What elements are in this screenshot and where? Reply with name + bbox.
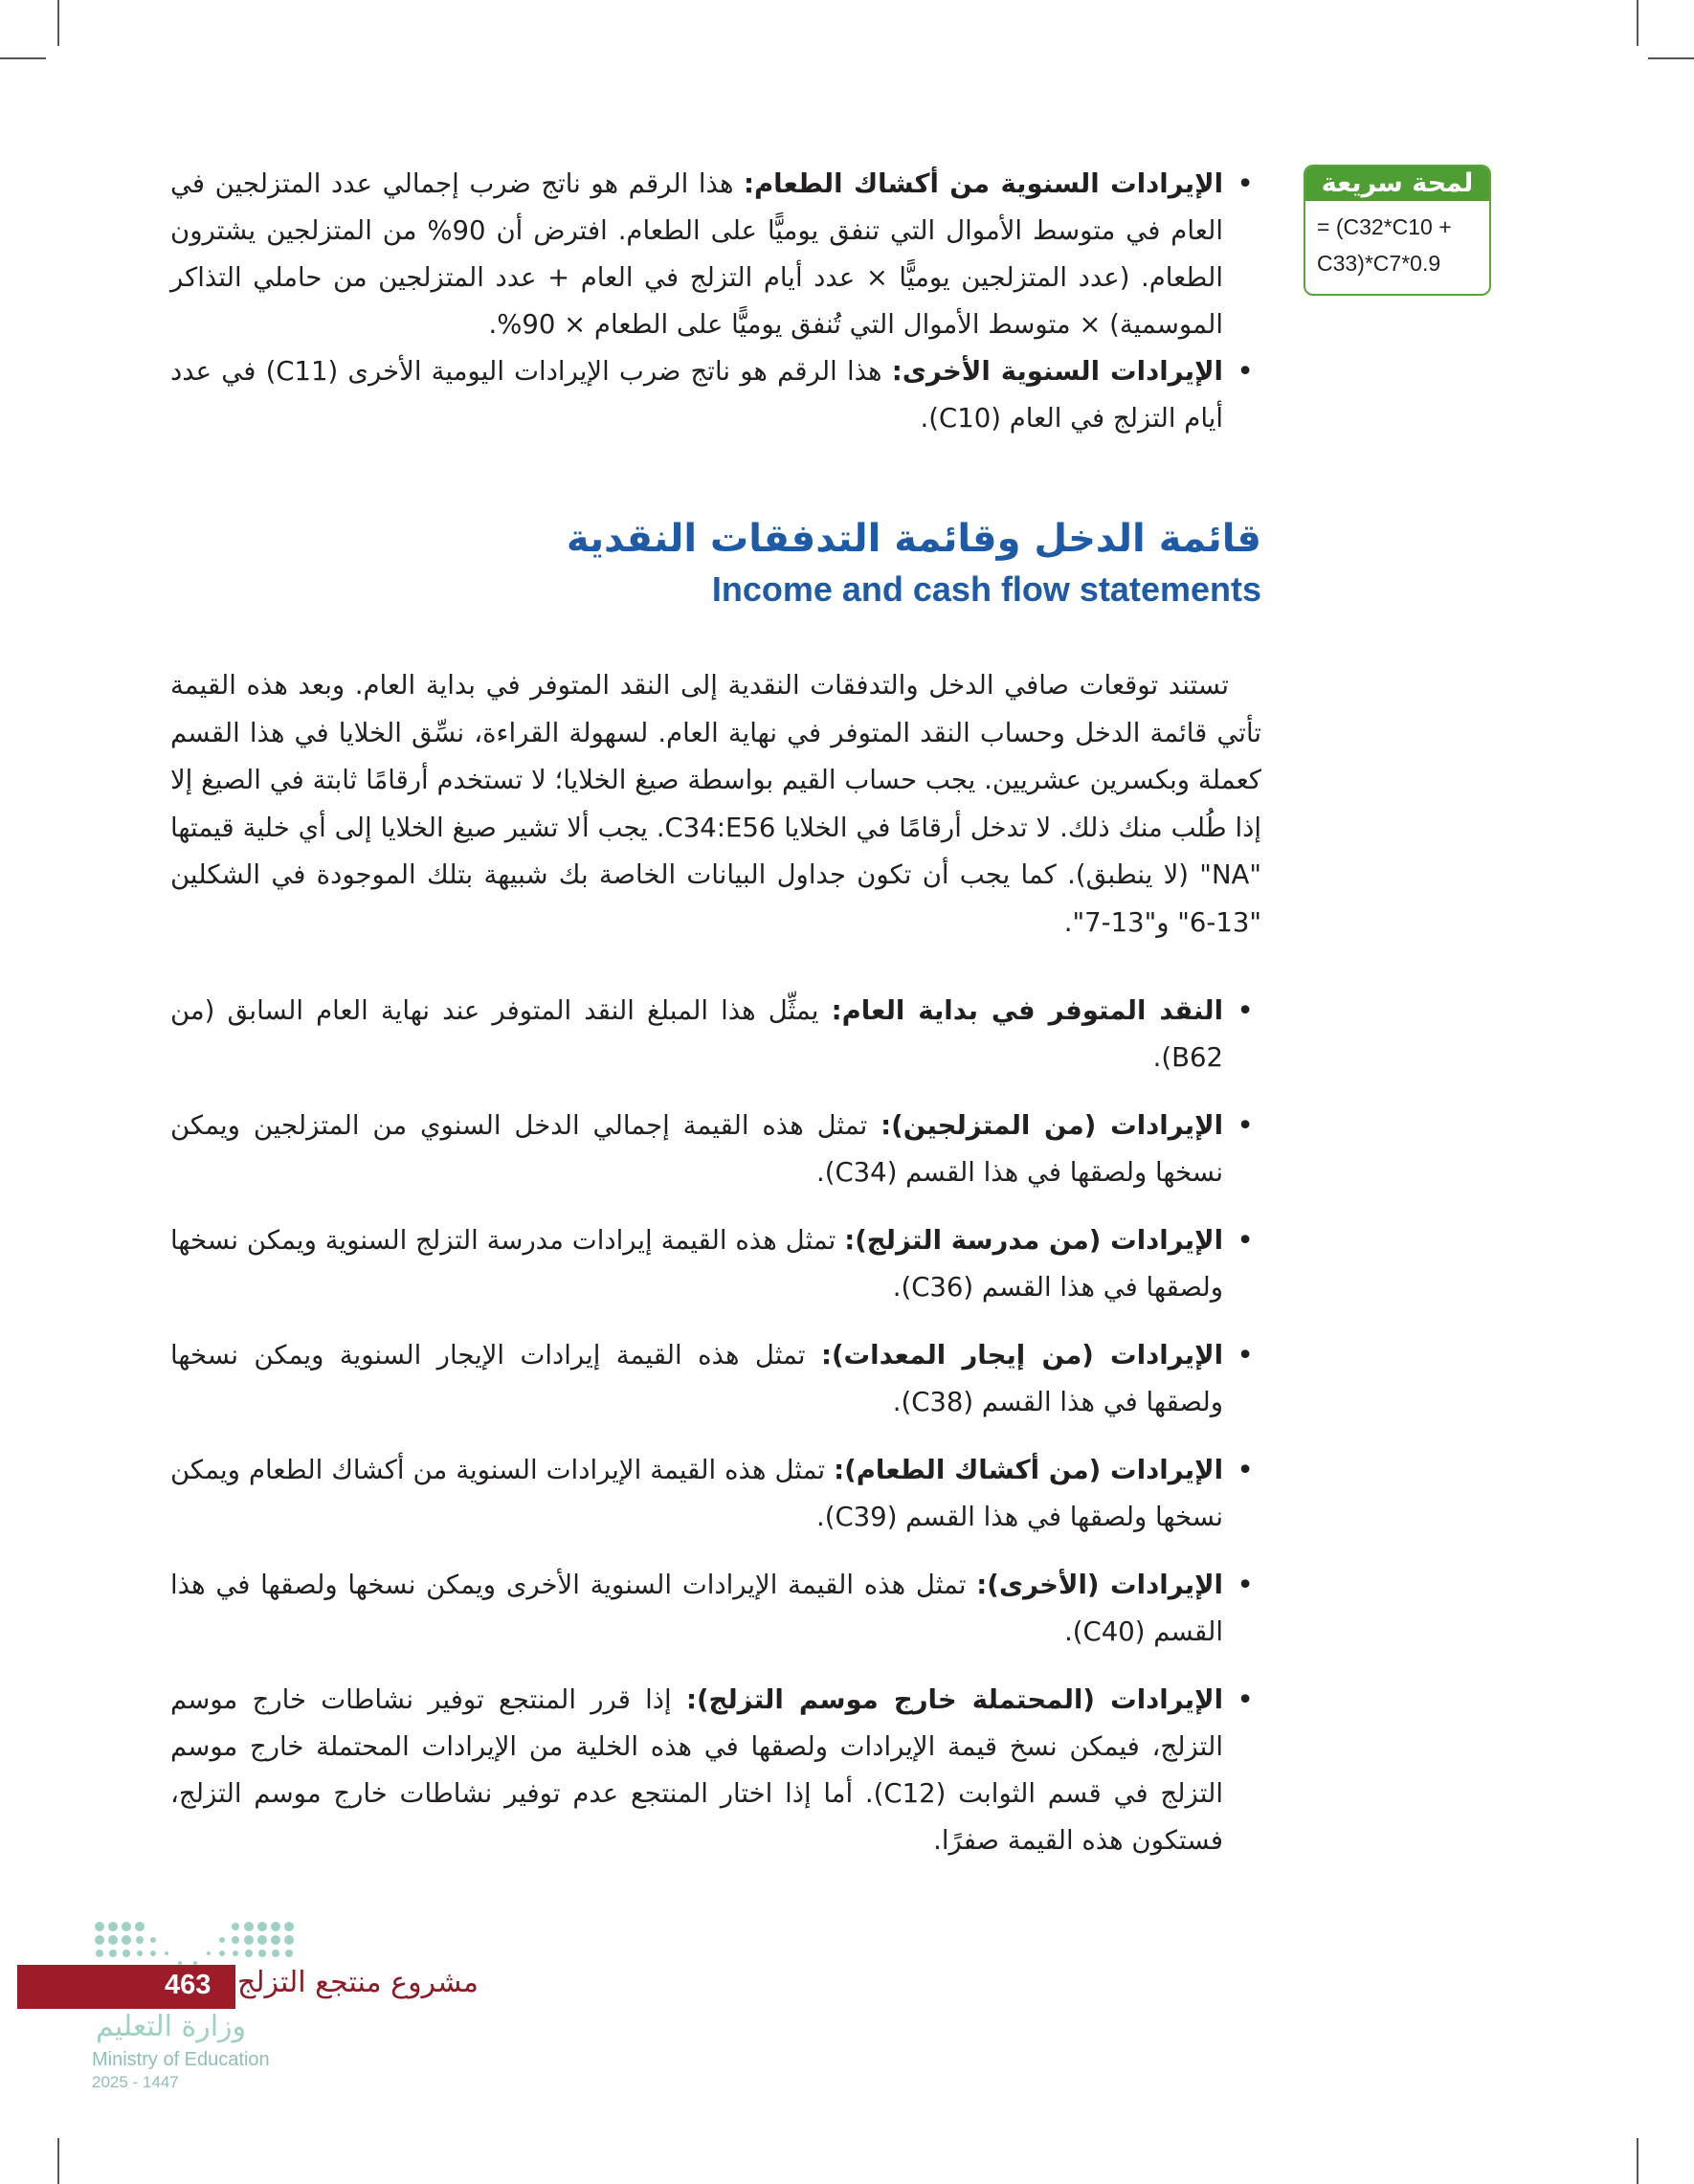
quick-tip-box — [1304, 165, 1491, 296]
list-item: • النقد المتوفر في بداية العام: يمثِّل هذا المبلغ النقد المتوفر عند نهاية العام السابق (من B62). — [170, 988, 1261, 1081]
crop-mark — [57, 2138, 59, 2184]
list-item: • الإيرادات السنوية من أكشاك الطعام: هذا الرقم هو ناتج ضرب إجمالي عدد المتزلجين في العام في متوسط الأموال التي تنفق يوميًّا على الطعام. افترض أن 90% من المتزلجين يشترون الطعام. (عدد المتزلجين يوميًّا × عدد أيام التزلج في العام + عدد المتزلجين من حاملي التذاكر الموسمية) × متوسط الأموال التي تُنفق يوميًّا على الطعام × 90%. — [170, 161, 1261, 348]
crop-mark — [57, 0, 59, 46]
ministry-name-english: Ministry of Education — [92, 2049, 270, 2070]
ministry-name-arabic: وزارة التعليم — [96, 2010, 247, 2043]
crop-mark — [1648, 57, 1694, 59]
ministry-year: 2025 - 1447 — [92, 2073, 179, 2091]
list-item: • الإيرادات (من مدرسة التزلج): تمثل هذه القيمة إيرادات مدرسة التزلج السنوية ويمكن نسخها ولصقها في هذا القسم (C36). — [170, 1217, 1261, 1311]
revenue-bullets-section — [170, 988, 1261, 1864]
list-item: • الإيرادات (الأخرى): تمثل هذه القيمة الإيرادات السنوية الأخرى ويمكن نسخها ولصقها في هذا القسم (C40). — [170, 1562, 1261, 1656]
section-heading-english: Income and cash flow statements — [711, 569, 1261, 609]
list-item: • الإيرادات (من المتزلجين): تمثل هذه القيمة إجمالي الدخل السنوي من المتزلجين ويمكن نسخها ولصقها في هذا القسم (C34). — [170, 1103, 1261, 1196]
top-bullets-section — [170, 161, 1261, 442]
list-item: • الإيرادات (من أكشاك الطعام): تمثل هذه القيمة الإيرادات السنوية من أكشاك الطعام ويمكن نسخها ولصقها في هذا القسم (C39). — [170, 1447, 1261, 1541]
footer-project-title: مشروع منتجع التزلج — [237, 1966, 479, 1999]
formula-line-1: = (C32*C10 + — [1317, 214, 1452, 239]
crop-mark — [0, 57, 46, 59]
crop-mark — [1637, 2138, 1638, 2184]
intro-section — [170, 662, 1261, 947]
quick-tip-formula — [1305, 209, 1489, 281]
formula-line-2: C33)*C7*0.9 — [1317, 251, 1441, 276]
list-item: • الإيرادات (المحتملة خارج موسم التزلج): إذا قرر المنتجع توفير نشاطات خارج موسم التزلج، فيمكن نسخ قيمة الإيرادات ولصقها في هذه الخلية من الإيرادات المحتملة خارج موسم التزلج في قسم الثوابت (C12). أما إذا اختار المنتجع عدم توفير نشاطات خارج موسم التزلج، فستكون هذه القيمة صفرًا. — [170, 1677, 1261, 1864]
list-item: • الإيرادات السنوية الأخرى: هذا الرقم هو ناتج ضرب الإيرادات اليومية الأخرى (C11) في عدد أيام التزلج في العام (C10). — [170, 348, 1261, 442]
intro-paragraph: تستند توقعات صافي الدخل والتدفقات النقدية إلى النقد المتوفر في بداية العام. وبعد هذه القيمة تأتي قائمة الدخل وحساب النقد المتوفر في نهاية العام. لسهولة القراءة، نسِّق الخلايا في هذا القسم كعملة وبكسرين عشريين. يجب حساب القيم بواسطة صيغ الخلايا؛ لا تستخدم أرقامًا ثابتة في الصيغ إلا إذا طُلب منك ذلك. لا تدخل أرقامًا في الخلايا C34:E56. يجب ألا تشير صيغ الخلايا إلى أي خلية قيمتها "NA" (لا ينطبق). كما يجب أن تكون جداول البيانات الخاصة بك شبيهة بتلك الموجودة في الشكلين "13-6" و"13-7". — [170, 670, 1262, 938]
quick-tip-title: لمحة سريعة — [1305, 167, 1489, 201]
page-number: 463 — [165, 1970, 212, 2000]
list-item: • الإيرادات (من إيجار المعدات): تمثل هذه القيمة إيرادات الإيجار السنوية ويمكن نسخها ولصقها في هذا القسم (C38). — [170, 1332, 1261, 1426]
crop-mark — [1637, 0, 1638, 46]
section-heading-arabic: قائمة الدخل وقائمة التدفقات النقدية — [566, 517, 1261, 561]
